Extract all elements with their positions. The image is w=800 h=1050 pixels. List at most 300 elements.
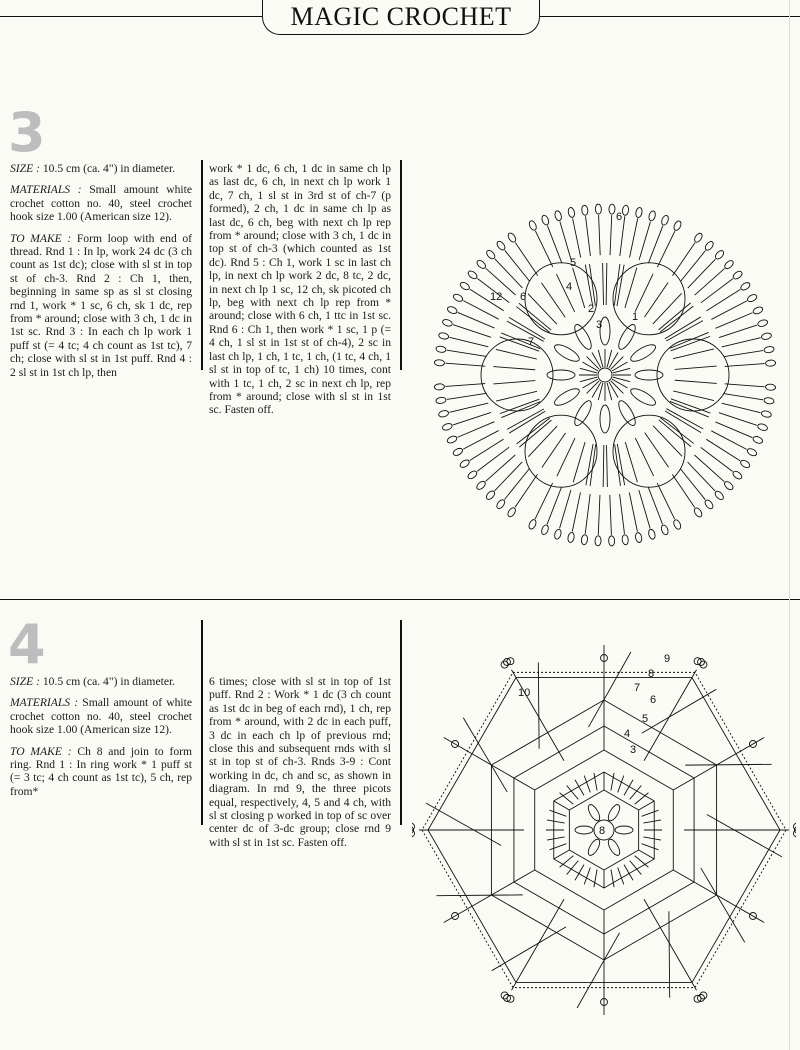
- fan-stitch: [458, 422, 495, 438]
- dc-stitch: [611, 773, 614, 791]
- tc-stitch: [516, 307, 549, 333]
- puff-stitch: [635, 370, 663, 380]
- pattern-4-column-1: [10, 675, 192, 806]
- picot: [595, 204, 601, 214]
- round-number-label: 3: [596, 319, 603, 331]
- picot: [622, 534, 629, 545]
- picot: [732, 270, 744, 281]
- pattern-4-instructions-2: 6 times; close with sl st in top of 1st puff. Rnd 2 : Work * 1 dc (3 ch count as 1st dc in beg of each rnd), 1 ch, rep from * around, with 2 dc in each puff, 3 dc in each ch lp of previous rnd; close this and subsequent rnds with sl st in top st of ch-3. Rnds 3-9 : Cont working in dc, ch and sc, as shown in diagram. In rnd 9, the three picots equal, respectively, 4, 5 and 4 ch, with sl st closing p worked in top of sc over center dc of 3-dc group; close rnd 9 with sl st in 1st sc. Fasten off.: [209, 675, 391, 849]
- picot: [739, 281, 751, 291]
- pattern-3-size: [10, 162, 192, 175]
- picot: [475, 480, 486, 491]
- picot: [446, 435, 458, 444]
- fan-stitch: [688, 259, 716, 288]
- round-number-label: 6: [650, 694, 657, 706]
- fan-stitch: [547, 487, 561, 524]
- materials-label: MATERIALS :: [10, 696, 79, 710]
- fan-stitch: [648, 487, 662, 524]
- puff-stitch: [586, 803, 602, 823]
- dc-stitch: [547, 837, 565, 840]
- fan-stitch: [695, 269, 725, 296]
- spoke-stitch: [644, 670, 697, 761]
- picot: [434, 384, 444, 391]
- fan-stitch: [701, 279, 733, 303]
- puff-stitch: [586, 838, 602, 858]
- picot: [704, 240, 715, 252]
- fan-stitch: [711, 431, 746, 450]
- fan-stitch: [639, 222, 650, 260]
- fan-stitch: [610, 495, 612, 535]
- dc-stitch: [587, 381, 600, 394]
- picot: [506, 506, 517, 518]
- size-label: SIZE :: [10, 162, 40, 175]
- dc-stitch: [643, 837, 661, 840]
- picot: [764, 397, 775, 404]
- picot: [648, 529, 657, 540]
- puff-stitch: [600, 405, 610, 433]
- materials-label: MATERIALS :: [10, 183, 82, 197]
- tc-stitch: [500, 399, 539, 413]
- picot: [554, 210, 563, 221]
- fan-stitch: [535, 483, 552, 519]
- fan-stitch: [505, 250, 530, 281]
- fan-stitch: [722, 338, 761, 347]
- picot: [765, 384, 775, 391]
- picot: [581, 205, 588, 216]
- tc-stitch: [671, 336, 710, 350]
- picot: [660, 524, 669, 535]
- fan-stitch: [639, 490, 650, 528]
- header-banner: [262, 0, 540, 35]
- picot: [793, 830, 796, 837]
- fan-stitch: [610, 215, 612, 255]
- round-number-label: 9: [664, 653, 671, 665]
- fan-stitch: [706, 439, 740, 460]
- spoke-stitch: [512, 670, 565, 761]
- tc-stitch: [673, 391, 714, 401]
- tc-stitch: [606, 445, 607, 487]
- puff-stitch: [572, 322, 595, 351]
- fan-stitch: [672, 243, 694, 276]
- tc-stitch: [496, 391, 537, 401]
- picot: [581, 534, 588, 545]
- pattern-4-instructions-1: [10, 745, 192, 799]
- chain-stitch: [701, 868, 745, 942]
- round-number-label: 6: [616, 211, 623, 223]
- fan-stitch: [495, 462, 523, 491]
- fan-stitch: [547, 226, 561, 263]
- round-number-label: 1: [632, 311, 639, 323]
- round-number-label: 12: [490, 291, 503, 303]
- puff-stitch: [616, 398, 639, 427]
- dc-stitch: [642, 810, 659, 816]
- header-title: MAGIC CROCHET: [290, 2, 512, 31]
- fan-stitch: [672, 474, 694, 507]
- picot: [507, 232, 518, 244]
- round-number-label: 3: [630, 744, 637, 756]
- tc-stitch: [573, 442, 585, 482]
- picot: [635, 532, 643, 543]
- dc-stitch: [594, 773, 597, 791]
- puff-stitch: [606, 803, 622, 823]
- round-number-label: 8: [648, 668, 655, 680]
- fan-stitch: [572, 492, 580, 531]
- round-number-label: 5: [570, 257, 577, 269]
- make-text: Form loop with end of thread. Rnd 1 : In lp, work 24 dc (3 ch count as 1st dc); close with sl st in top st of ch-3. Rnd 2 : Ch 1, then, beginning in same sp as sl st closing rnd 1, work * 1 sc, 6 ch, sk 1 dc, rep from * around; close with 3 ch, 1 dc in 1st sc. Rnd 3 : In each ch lp work 1 puff st (= 4 tc; 4 ch count as 1st tc), 7 ch; close with sl st in 1st puff. Rnd 4 : 2 sl st in 1st ch lp, then: [10, 231, 192, 379]
- fan-stitch: [449, 337, 488, 346]
- tc-stitch: [606, 263, 607, 305]
- dc-stitch: [618, 868, 624, 885]
- fan-stitch: [724, 351, 764, 357]
- dc-stitch: [560, 856, 574, 868]
- fan-stitch: [515, 474, 537, 507]
- tc-stitch: [625, 442, 637, 482]
- picot: [412, 823, 415, 830]
- puff-stitch: [552, 386, 581, 409]
- picot: [761, 332, 772, 340]
- petal-loop: [657, 339, 729, 411]
- chain-stitch: [577, 933, 619, 1008]
- picot: [608, 536, 614, 546]
- dc-stitch: [618, 775, 624, 792]
- spoke-stitch: [673, 738, 764, 791]
- tc-stitch: [617, 265, 624, 306]
- dc-stitch: [635, 856, 649, 868]
- fan-stitch: [445, 363, 485, 366]
- pattern-4-number: 4: [8, 613, 46, 676]
- fan-stitch: [598, 495, 600, 535]
- fan-stitch: [586, 216, 591, 256]
- dc-stitch: [587, 357, 600, 370]
- tc-stitch: [625, 268, 637, 308]
- picot: [765, 360, 775, 367]
- picot: [746, 293, 758, 303]
- section-divider: [0, 599, 800, 600]
- header-rule-left: [0, 16, 262, 17]
- fan-stitch: [701, 447, 733, 471]
- tc-stitch: [660, 306, 693, 332]
- picot: [541, 214, 550, 225]
- dc-stitch: [635, 793, 649, 805]
- picot: [476, 259, 487, 270]
- fan-stitch: [477, 447, 509, 471]
- pattern-3-column-2: [209, 162, 391, 425]
- spoke-stitch: [673, 870, 764, 923]
- chain-stitch: [685, 764, 771, 765]
- picot: [764, 346, 775, 353]
- dc-stitch: [554, 850, 570, 859]
- tc-stitch: [496, 349, 537, 359]
- pattern-3-column-1: [10, 162, 192, 387]
- pattern-3-column-rule-1: [201, 160, 203, 370]
- fan-stitch: [515, 243, 537, 276]
- picot: [485, 249, 496, 260]
- picot: [714, 490, 725, 501]
- tc-stitch: [493, 367, 535, 370]
- pattern-4-size: [10, 675, 192, 688]
- fan-stitch: [463, 301, 498, 320]
- picot: [595, 536, 601, 546]
- round-number-label: 4: [566, 281, 573, 293]
- fan-stitch: [694, 455, 724, 482]
- tc-stitch: [507, 321, 544, 341]
- size-label: SIZE :: [10, 675, 40, 688]
- tc-stitch: [617, 444, 624, 485]
- page-edge: [789, 0, 790, 1050]
- spoke-stitch: [444, 738, 535, 791]
- picot: [467, 269, 479, 280]
- round-number-label: 4: [624, 728, 631, 740]
- pattern-3-instructions-2: work * 1 dc, 6 ch, 1 dc in same ch lp as last dc, 6 ch, in next ch lp work 1 dc, 7 ch, 1 sl st in 3rd st of ch-7 (p formed), 2 ch, 1 dc in same ch lp as last dc, 6 ch, beg with next ch lp rep from * around; close with 3 ch, 1 dc in top st of ch-3 (which counted as 1st dc). Rnd 5 : Ch 1, work 1 sc in last ch lp, in next ch lp work 2 dc, 8 tc, 2 dc, in next ch lp 1 sc, 12 ch, sk picoted ch lp, beg with next ch lp rep from * around; close with 6 ch, 1 ttc in 1st sc. Rnd 6 : Ch 1, then work * 1 sc, 1 p (= 4 ch, 1 sl st in 1st st of ch-4), 2 sc in last ch lp, 1 ch, 1 tc, 1 ch, (1 tc, 4 ch, 1 sl st in top of tc, 1 ch) 10 times, cont with 1 tc, 1 ch, 2 sc in next ch lp, rep from * around; close with sl st in 1st sc. Fasten off.: [209, 162, 391, 417]
- materials-text: Small amount white crochet cotton no. 40, steel crochet hook size 1.00 (American size 12).: [10, 183, 192, 224]
- puff-stitch: [615, 826, 633, 834]
- tc-stitch: [660, 418, 693, 444]
- picot: [495, 498, 506, 510]
- picot: [554, 529, 563, 540]
- tc-stitch: [675, 380, 717, 383]
- picot: [693, 507, 704, 519]
- tc-stitch: [507, 409, 544, 429]
- fan-stitch: [447, 350, 487, 356]
- round-number-label: 2: [588, 303, 595, 315]
- picot: [693, 232, 704, 244]
- picot: [673, 220, 683, 232]
- fan-stitch: [453, 412, 491, 424]
- tc-stitch: [590, 444, 596, 486]
- dc-stitch: [547, 820, 565, 823]
- puff-stitch: [552, 342, 581, 365]
- tc-stitch: [635, 274, 653, 312]
- puff-stitch: [606, 838, 622, 858]
- chain-stitch: [588, 652, 630, 727]
- fan-stitch: [453, 325, 491, 338]
- fan-stitch: [486, 455, 516, 482]
- round-number-label: 8: [599, 825, 606, 837]
- pattern-3-instructions-1: [10, 232, 192, 379]
- fan-stitch: [560, 221, 571, 259]
- picot: [567, 207, 575, 218]
- round-number-label: 7: [528, 336, 535, 348]
- center-ring: [598, 368, 612, 382]
- picot: [446, 305, 458, 314]
- pattern-4-column-rule-1: [201, 620, 203, 825]
- tc-stitch: [585, 265, 592, 306]
- fan-stitch: [495, 259, 523, 288]
- dc-stitch: [611, 357, 624, 370]
- picot: [752, 435, 764, 444]
- dc-stitch: [611, 869, 614, 887]
- fan-stitch: [449, 403, 488, 412]
- fan-stitch: [706, 290, 740, 311]
- header-rule-right: [538, 16, 800, 17]
- tc-stitch: [603, 445, 604, 487]
- round-number-label: 6: [520, 291, 527, 303]
- fan-stitch: [725, 364, 765, 367]
- make-label: TO MAKE :: [10, 231, 72, 245]
- picot: [438, 332, 449, 340]
- picot: [436, 397, 447, 404]
- chain-stitch: [669, 911, 670, 997]
- dc-stitch: [584, 775, 590, 792]
- pattern-4-diagram: [412, 625, 796, 1045]
- fan-stitch: [648, 226, 662, 263]
- chain-stitch: [538, 662, 539, 748]
- picot: [635, 207, 643, 218]
- picot: [434, 359, 444, 366]
- tc-stitch: [675, 366, 717, 369]
- dc-stitch: [642, 844, 659, 850]
- tc-stitch: [557, 438, 575, 476]
- fan-stitch: [573, 218, 581, 257]
- spoke-stitch: [644, 899, 697, 990]
- tc-stitch: [635, 438, 653, 476]
- picot: [528, 220, 538, 232]
- dc-stitch: [554, 801, 570, 810]
- puff-stitch: [616, 322, 639, 351]
- picot: [757, 319, 768, 328]
- picot: [459, 281, 471, 291]
- fan-stitch: [715, 422, 752, 438]
- petal-loop: [481, 339, 553, 411]
- fan-stitch: [630, 218, 638, 257]
- fan-stitch: [716, 313, 753, 329]
- picot: [732, 470, 744, 481]
- dc-stitch: [549, 844, 566, 850]
- tc-stitch: [517, 418, 550, 444]
- dc-stitch: [549, 810, 566, 816]
- chain-stitch: [426, 803, 501, 845]
- tc-stitch: [493, 381, 535, 384]
- pattern-4-column-2: [209, 675, 391, 857]
- fan-stitch: [445, 384, 485, 387]
- tc-stitch: [573, 268, 585, 308]
- fan-stitch: [585, 494, 590, 534]
- tc-stitch: [666, 321, 703, 341]
- fan-stitch: [725, 384, 765, 387]
- puff-stitch: [575, 826, 593, 834]
- pattern-3-materials: [10, 183, 192, 223]
- round-number-label: 10: [518, 687, 531, 699]
- picot: [723, 259, 734, 270]
- picot: [739, 459, 751, 469]
- picot: [757, 423, 768, 432]
- dc-stitch: [611, 381, 624, 394]
- picot: [752, 306, 764, 315]
- dc-stitch: [643, 820, 661, 823]
- picot: [496, 240, 507, 252]
- pattern-4-column-rule-2: [400, 620, 402, 825]
- materials-text: Small amount of white crochet cotton no. 40, steel crochet hook size 1.00 (American size 12).: [10, 696, 192, 737]
- fan-stitch: [463, 431, 498, 450]
- fan-stitch: [711, 301, 746, 320]
- make-text: Ch 8 and join to form ring. Rnd 1 : In ring work * 1 puff st (= 3 tc; 4 ch count as 1st tc), 5 ch, rep from*: [10, 744, 192, 798]
- picot: [485, 489, 496, 500]
- spoke-stitch: [444, 870, 535, 923]
- dc-stitch: [639, 850, 655, 859]
- round-number-label: 5: [642, 713, 649, 725]
- fan-stitch: [560, 490, 571, 528]
- fan-stitch: [724, 394, 764, 400]
- fan-stitch: [599, 215, 601, 255]
- fan-stitch: [719, 325, 757, 337]
- tc-stitch: [673, 349, 714, 359]
- chain-stitch: [463, 718, 507, 792]
- picot: [672, 519, 682, 531]
- fan-stitch: [447, 393, 487, 399]
- picot: [622, 205, 629, 216]
- fan-stitch: [722, 403, 761, 412]
- fan-stitch: [629, 493, 637, 532]
- puff-stitch: [572, 398, 595, 427]
- fan-stitch: [680, 251, 705, 282]
- fan-stitch: [680, 469, 705, 500]
- picot: [540, 524, 549, 535]
- picot: [761, 410, 772, 418]
- chain-stitch: [436, 895, 522, 896]
- size-text: 10.5 cm (ca. 4") in diameter.: [42, 675, 176, 688]
- picot: [660, 214, 669, 225]
- puff-stitch: [628, 386, 657, 409]
- dc-stitch: [639, 801, 655, 810]
- picot: [714, 249, 725, 260]
- picot: [567, 532, 575, 543]
- puff-stitch: [628, 342, 657, 365]
- dc-stitch: [560, 793, 574, 805]
- tc-stitch: [614, 264, 620, 306]
- picot: [452, 293, 464, 303]
- picot: [746, 447, 758, 457]
- picot: [467, 469, 479, 480]
- picot: [528, 519, 538, 531]
- picot: [648, 210, 657, 221]
- fan-stitch: [657, 483, 674, 519]
- fan-stitch: [535, 231, 552, 267]
- fan-stitch: [458, 312, 495, 328]
- fan-stitch: [657, 231, 674, 267]
- fan-stitch: [719, 413, 757, 426]
- picot: [723, 480, 734, 491]
- size-text: 10.5 cm (ca. 4") in diameter.: [42, 162, 176, 175]
- fan-stitch: [504, 468, 529, 499]
- pattern-3-number: 3: [8, 101, 46, 164]
- dc-stitch: [594, 869, 597, 887]
- picot: [442, 422, 453, 431]
- picot: [459, 458, 471, 468]
- fan-stitch: [688, 462, 716, 491]
- make-label: TO MAKE :: [10, 744, 72, 758]
- chain-stitch: [492, 927, 566, 971]
- dc-stitch: [584, 868, 590, 885]
- chain-stitch: [707, 814, 782, 856]
- round-number-label: 7: [634, 682, 641, 694]
- pattern-3-column-rule-2: [400, 160, 402, 370]
- tc-stitch: [556, 274, 574, 312]
- tc-stitch: [666, 409, 703, 429]
- picot: [436, 346, 447, 353]
- spoke-stitch: [512, 899, 565, 990]
- picot: [609, 204, 615, 214]
- picot: [452, 447, 464, 457]
- pattern-4-materials: [10, 696, 192, 736]
- puff-stitch: [547, 370, 575, 380]
- tc-stitch: [586, 444, 593, 485]
- pattern-3-diagram: [420, 200, 790, 560]
- picot: [704, 499, 715, 511]
- picot: [438, 410, 449, 418]
- fan-stitch: [620, 494, 625, 534]
- picot: [442, 318, 453, 327]
- tc-stitch: [603, 263, 604, 305]
